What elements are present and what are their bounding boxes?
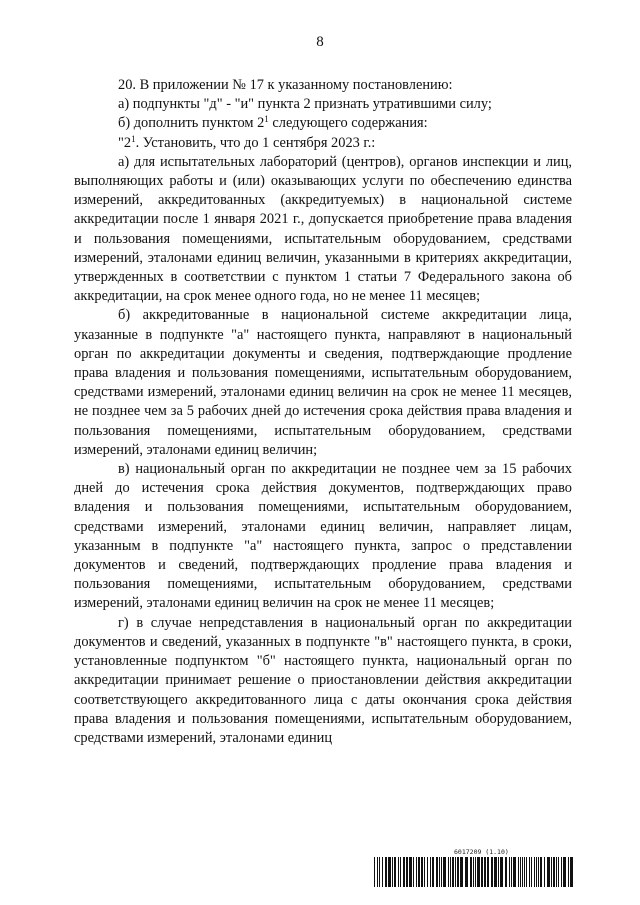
barcode-bar [561, 857, 562, 887]
barcode-bar [403, 857, 405, 887]
barcode-bars [374, 857, 574, 887]
barcode-bar [505, 857, 507, 887]
barcode-bar [551, 857, 552, 887]
barcode-bar [430, 857, 431, 887]
paragraph-clause-b [74, 306, 572, 460]
paragraph-text: б) дополнить пунктом 2 [118, 115, 265, 132]
barcode-bar [477, 857, 480, 887]
barcode-bar [491, 857, 493, 887]
superscript: 1 [131, 133, 136, 144]
barcode-bar [418, 857, 420, 887]
barcode-bar [413, 857, 414, 887]
barcode-bar [522, 857, 523, 887]
barcode-bar [432, 857, 434, 887]
barcode-bar [436, 857, 438, 887]
barcode-bar [385, 857, 387, 887]
barcode-bar [424, 857, 425, 887]
barcode-bar [443, 857, 446, 887]
page-number: 8 [316, 34, 324, 50]
superscript: 1 [264, 114, 269, 125]
document-body [74, 76, 572, 748]
barcode-bar [511, 857, 512, 887]
barcode-bar [529, 857, 530, 887]
barcode-bar [379, 857, 380, 887]
barcode-bar [374, 857, 375, 887]
barcode-bar [494, 857, 497, 887]
barcode-bar [457, 857, 459, 887]
barcode-bar [465, 857, 468, 887]
paragraph-text-tail: следующего содержания: [268, 115, 428, 132]
paragraph-item-20 [74, 76, 572, 95]
barcode-bar [487, 857, 489, 887]
barcode-code: 6017209 (1.10) [454, 848, 509, 856]
barcode [374, 848, 574, 890]
paragraph-point-2-1 [74, 134, 572, 153]
barcode-bar [570, 857, 573, 887]
paragraph-clause-v [74, 460, 572, 614]
barcode-bar [538, 857, 539, 887]
paragraph-text: б) аккредитованные в национальной системе аккредитации лица, указанные в подпункте "а" настоящего пункта, направляют в национальный орган по аккредитации документы и сведения, подтверждающие продление права владения и пользования помещениями, испытательным оборудованием, средствами измерений, эталонами единиц величин на срок не менее 11 месяцев, не позднее чем за 5 рабочих дней до истечения срока действия права владения и пользования помещениями, испытательным оборудованием, средствами измерений, эталонами единиц величин; [74, 307, 572, 458]
barcode-bar [518, 857, 519, 887]
barcode-bar [547, 857, 550, 887]
barcode-bar [388, 857, 391, 887]
barcode-bar [553, 857, 555, 887]
barcode-bar [450, 857, 451, 887]
barcode-bar [509, 857, 510, 887]
barcode-bar [400, 857, 401, 887]
barcode-bar [452, 857, 454, 887]
barcode-bar [558, 857, 559, 887]
barcode-bar [498, 857, 499, 887]
barcode-bar [536, 857, 537, 887]
paragraph-text: "2 [118, 134, 132, 151]
paragraph-text: в) национальный орган по аккредитации не позднее чем за 15 рабочих дней до истечения срока действия документов, подтверждающих право владения и пользования помещениями, испытательным оборудованием, средствами измерений, эталонами единиц величин, направляет лицам, указанным в подпункте "а" настоящего пункта, запрос о представлении документов и сведений, подтверждающих продление права владения и пользования помещениями, испытательным оборудованием, средствами измерений, эталонами единиц величин на срок не менее 11 месяцев; [74, 461, 572, 612]
paragraph-subitem-b [74, 114, 572, 133]
barcode-bar [531, 857, 532, 887]
paragraph-text: а) подпункты "д" - "и" пункта 2 признать утратившими силу; [118, 96, 492, 113]
barcode-bar [455, 857, 456, 887]
barcode-bar [394, 857, 396, 887]
barcode-bar [460, 857, 463, 887]
barcode-bar [524, 857, 525, 887]
paragraph-text: а) для испытательных лабораторий (центров), органов инспекции и лиц, выполняющих работы и (или) оказывающих услуги по обеспечению единства измерений, аккредитованных (аккредитуемых) в национальной системе аккредитации после 1 января 2021 г., допускается приобретение права владения и пользования помещениями, испытательным оборудованием, средствами измерений, эталонами единиц величин, указанными в критериях аккредитации, утвержденных в соответствии с пунктом 1 статьи 7 Федерального закона об аккредитации, на срок менее одного года, но не менее 11 месяцев; [74, 153, 572, 305]
barcode-bar [568, 857, 569, 887]
barcode-bar [441, 857, 442, 887]
barcode-bar [481, 857, 483, 887]
paragraph-clause-g [74, 614, 572, 748]
barcode-bar [406, 857, 408, 887]
paragraph-text: 20. В приложении № 17 к указанному постановлению: [118, 77, 453, 93]
barcode-bar [473, 857, 474, 887]
barcode-bar [382, 857, 383, 887]
barcode-bar [500, 857, 503, 887]
barcode-bar [421, 857, 423, 887]
barcode-bar [484, 857, 486, 887]
barcode-bar [470, 857, 472, 887]
barcode-bar [556, 857, 557, 887]
barcode-bar [377, 857, 378, 887]
barcode-bar [534, 857, 535, 887]
paragraph-text: г) в случае непредставления в национальный орган по аккредитации документов и сведений, указанных в подпункте "в" настоящего пункта, в сроки, установленные подпунктом "б" настоящего пункта, национальный орган по аккредитации принимает решение о приостановлении действия аккредитации соответствующего аккредитованного лица с даты окончания срока действия права владения и пользования помещениями, испытательным оборудованием, средствами измерений, эталонами единиц [74, 614, 572, 746]
barcode-bar [427, 857, 428, 887]
barcode-bar [526, 857, 527, 887]
barcode-bar [563, 857, 566, 887]
barcode-bar [409, 857, 412, 887]
barcode-bar [520, 857, 521, 887]
barcode-bar [513, 857, 516, 887]
barcode-bar [398, 857, 399, 887]
paragraph-clause-a [74, 153, 572, 307]
barcode-bar [416, 857, 417, 887]
barcode-bar [544, 857, 545, 887]
paragraph-subitem-a [74, 95, 572, 114]
barcode-bar [448, 857, 449, 887]
barcode-bar [392, 857, 393, 887]
barcode-bar [540, 857, 542, 887]
barcode-bar [439, 857, 440, 887]
paragraph-text-tail: . Установить, что до 1 сентября 2023 г.: [135, 134, 376, 151]
barcode-bar [475, 857, 476, 887]
